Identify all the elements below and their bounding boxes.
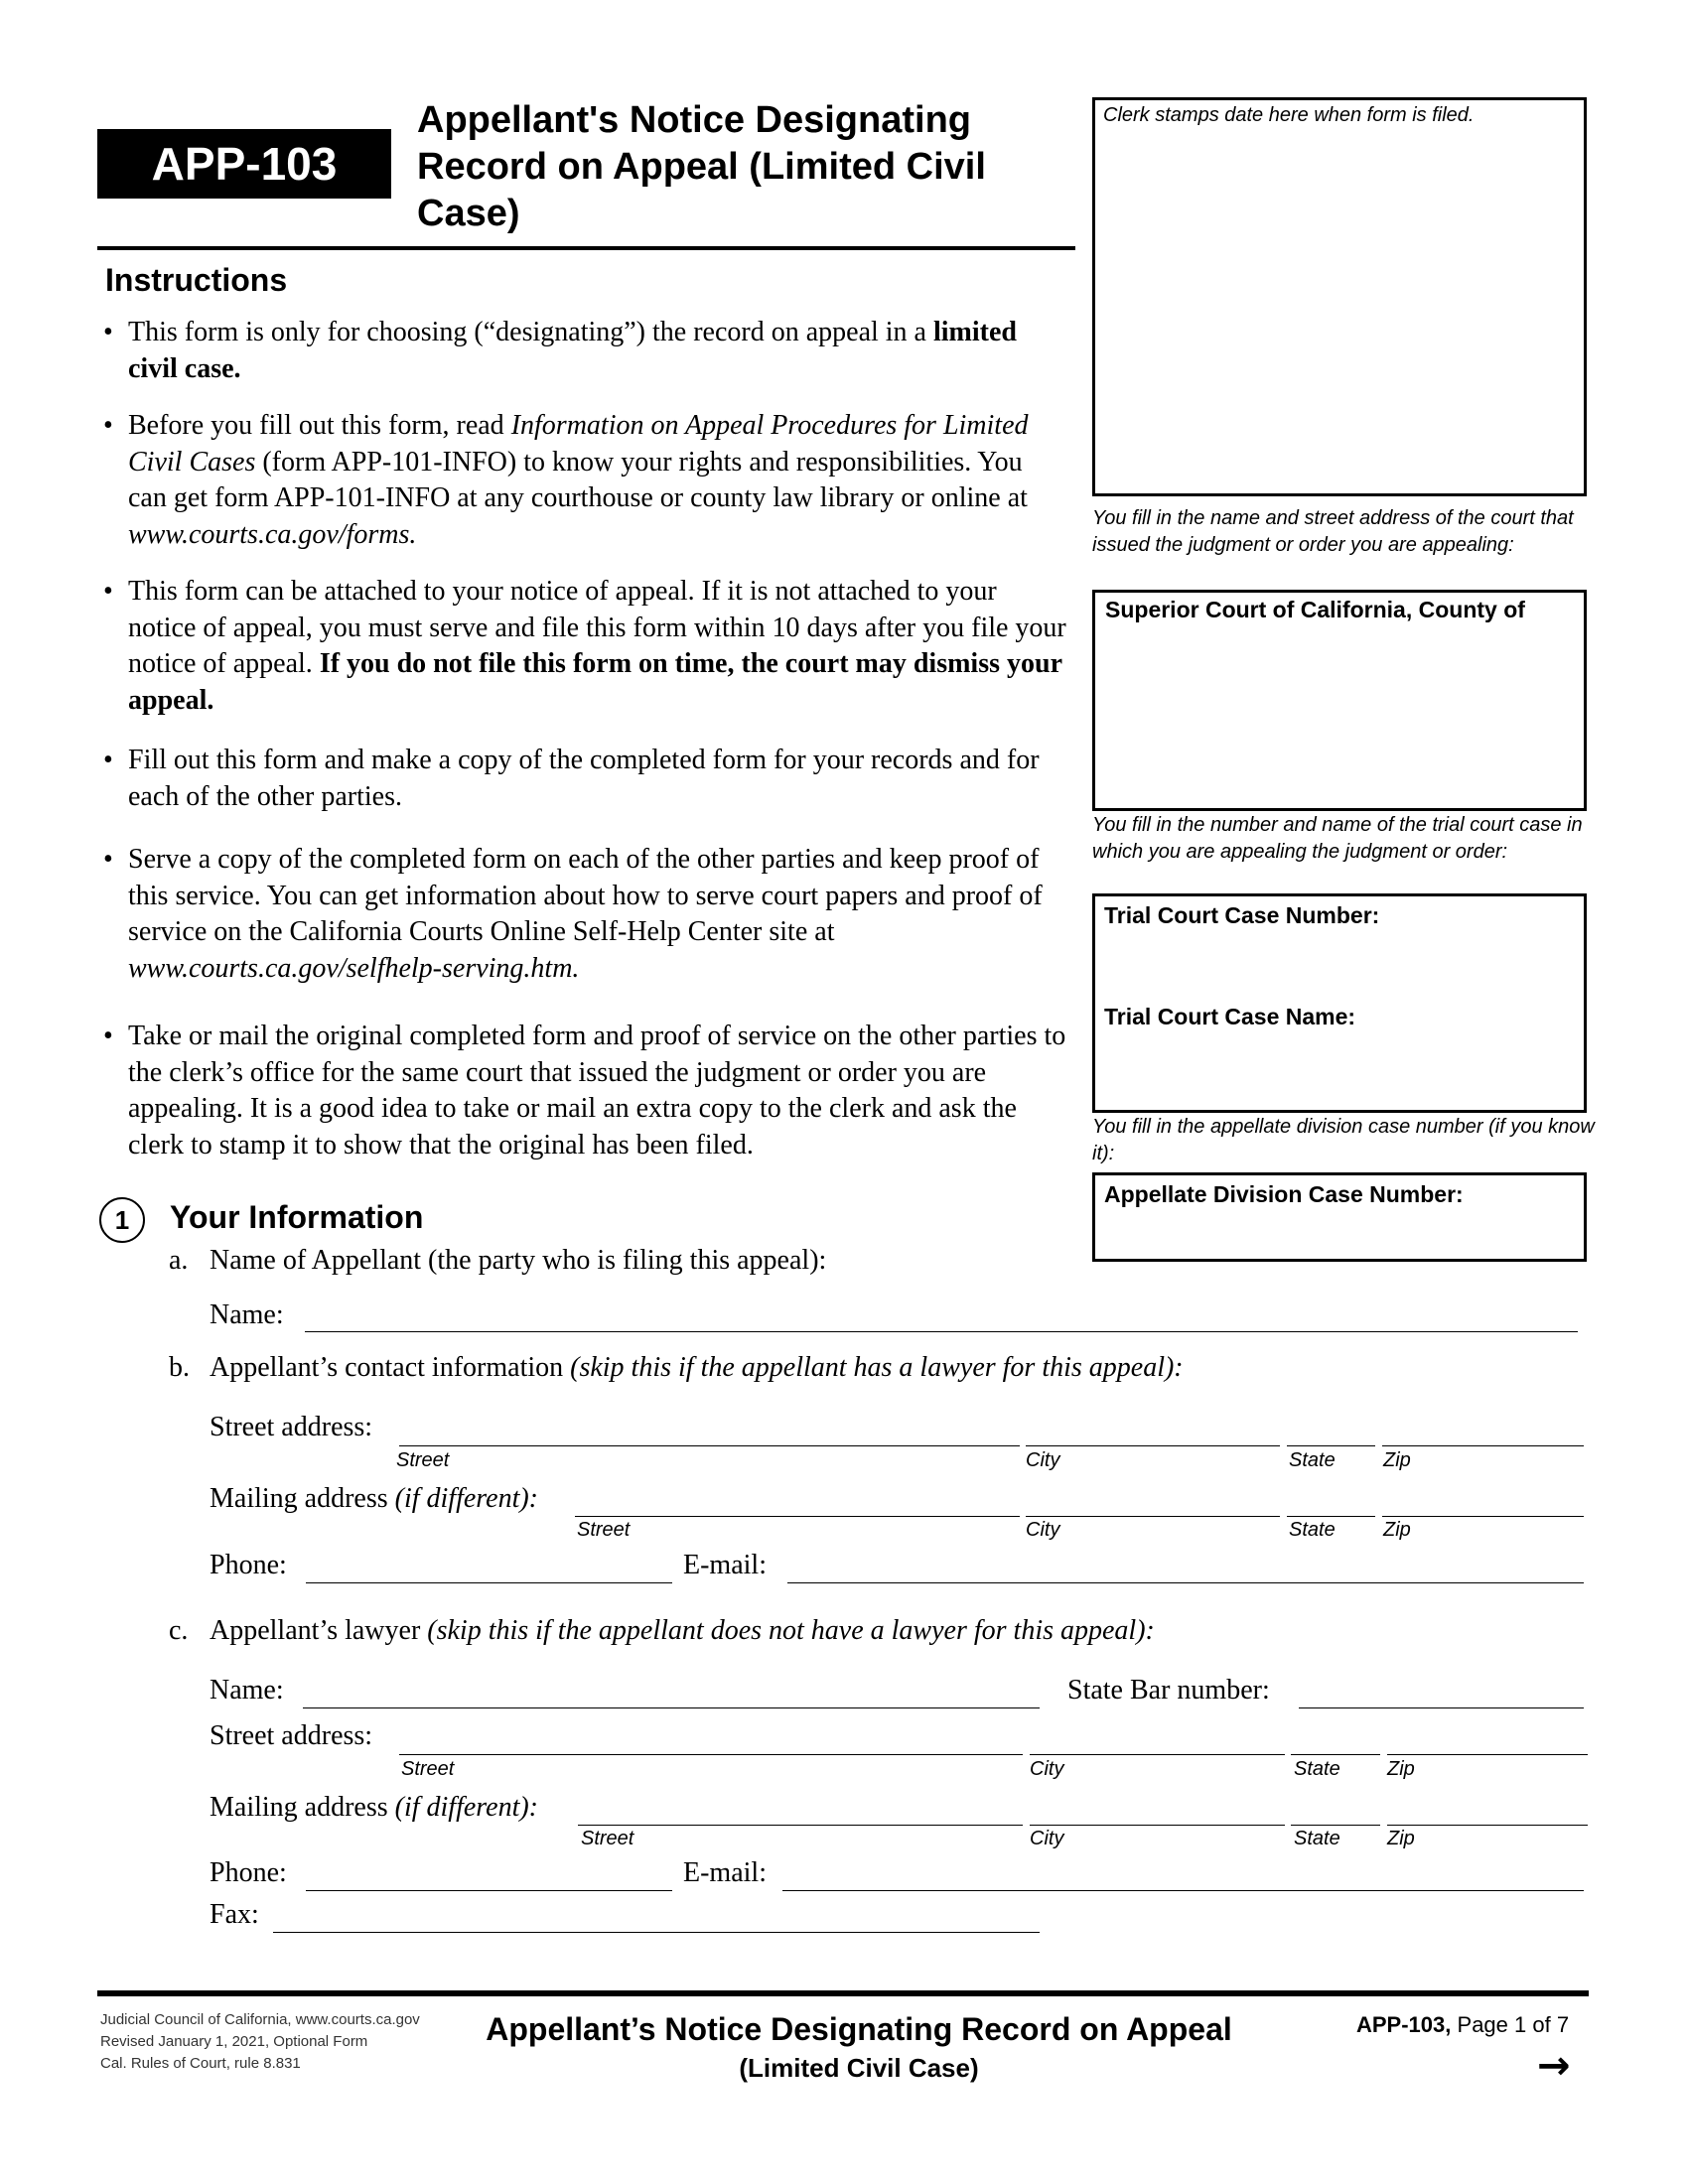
appellate-label: Appellate Division Case Number: [1104, 1181, 1464, 1207]
city-sublabel: City [1030, 1758, 1064, 1780]
footer-rule [97, 1990, 1589, 1996]
item-c-text: Appellant’s lawyer [210, 1615, 421, 1646]
lawyer-city-input[interactable] [1030, 1754, 1285, 1755]
next-page-arrow-icon[interactable]: → [1537, 2043, 1571, 2089]
lawyer-phone-label: Phone: [210, 1857, 287, 1888]
footer-title: Appellant’s Notice Designating Record on Appeal [486, 2011, 1232, 2047]
if-different-note: (if different): [394, 1483, 539, 1514]
lawyer-mailing-zip-input[interactable] [1387, 1825, 1588, 1826]
lawyer-phone-input[interactable] [306, 1890, 672, 1891]
instruction-bullet: • Take or mail the original completed form and proof of service on the other parties to the clerk’s office for the same court that issued the judgment or order you are appealing. It is a good idea to take or mail an extra copy to the clerk and ask the clerk to stamp it to show that the original has been filed. [103, 1021, 1066, 1160]
lawyer-email-label: E-mail: [683, 1857, 767, 1888]
state-sublabel: State [1289, 1519, 1336, 1541]
page-number: Page 1 of 7 [1457, 2012, 1570, 2037]
if-different-note: (if different): [394, 1792, 539, 1823]
state-bar-label: State Bar number: [1067, 1675, 1270, 1706]
lawyer-mailing-state-input[interactable] [1291, 1825, 1380, 1826]
footer-revised: Revised January 1, 2021, Optional Form [100, 2033, 368, 2050]
trial-note: You fill in the number and name of the trial court case in which you are appealing the judgment or order: [1092, 814, 1583, 863]
item-b-text: Appellant’s contact information [210, 1352, 564, 1383]
state-sublabel: State [1289, 1449, 1336, 1471]
clerk-stamp-box [1092, 97, 1587, 496]
zip-input[interactable] [1382, 1445, 1584, 1446]
mailing-zip-input[interactable] [1382, 1516, 1584, 1517]
item-c-note: (skip this if the appellant does not have a lawyer for this appeal): [427, 1615, 1155, 1646]
trial-number-label: Trial Court Case Number: [1104, 902, 1380, 928]
footer-form-id: APP-103, [1356, 2012, 1452, 2037]
court-note: You fill in the name and street address of the court that issued the judgment or order you are appealing: [1092, 507, 1574, 556]
clerk-stamp-label: Clerk stamps date here when form is filed. [1103, 104, 1475, 126]
appellant-name-input[interactable] [305, 1331, 1578, 1332]
mailing-label: Mailing address [210, 1483, 388, 1514]
header-rule [97, 246, 1075, 250]
instruction-bullet: • Before you fill out this form, read Information on Appeal Procedures for Limited Civil Cases (form APP-101-INFO) to know your rights and responsibilities. You can get form APP-101-INFO at any courthouse or county law library or online at www.courts.ca.gov/forms. [103, 410, 1029, 550]
city-sublabel: City [1026, 1519, 1060, 1541]
lawyer-email-input[interactable] [782, 1890, 1584, 1891]
item-a-text: Name of Appellant (the party who is filing this appeal): [210, 1245, 827, 1276]
state-bar-input[interactable] [1299, 1707, 1584, 1708]
instructions-heading: Instructions [105, 262, 288, 298]
lawyer-state-input[interactable] [1291, 1754, 1380, 1755]
appellate-note: You fill in the appellate division case number (if you know it): [1092, 1116, 1595, 1164]
lawyer-fax-input[interactable] [273, 1932, 1040, 1933]
state-sublabel: State [1294, 1758, 1340, 1780]
mailing-city-input[interactable] [1026, 1516, 1280, 1517]
lawyer-name-label: Name: [210, 1675, 284, 1706]
state-sublabel: State [1294, 1828, 1340, 1849]
street-sublabel: Street [577, 1519, 631, 1541]
lawyer-street-input[interactable] [399, 1754, 1023, 1755]
street-sublabel: Street [396, 1449, 450, 1471]
lawyer-fax-label: Fax: [210, 1899, 259, 1930]
footer-publisher: Judicial Council of California, www.courts.ca.gov [100, 2011, 420, 2028]
instruction-bullet: • This form is only for choosing (“designating”) the record on appeal in a limited civil case. [103, 317, 1017, 384]
section-heading: Your Information [170, 1199, 424, 1235]
trial-case-field[interactable] [1092, 893, 1587, 1113]
footer-rule-ref: Cal. Rules of Court, rule 8.831 [100, 2055, 301, 2072]
street-input[interactable] [399, 1445, 1020, 1446]
phone-input[interactable] [306, 1582, 672, 1583]
appellate-case-field[interactable] [1092, 1172, 1587, 1262]
section-number: 1 [99, 1197, 145, 1243]
form-id-badge: APP-103 [97, 129, 391, 199]
zip-sublabel: Zip [1383, 1449, 1411, 1471]
email-label: E-mail: [683, 1550, 767, 1580]
lawyer-zip-input[interactable] [1387, 1754, 1588, 1755]
lawyer-mailing-city-input[interactable] [1030, 1825, 1285, 1826]
court-name-field[interactable] [1092, 590, 1587, 811]
item-c-label: c. [169, 1615, 189, 1646]
lawyer-name-input[interactable] [303, 1707, 1040, 1708]
lawyer-mailing-street-input[interactable] [578, 1825, 1023, 1826]
name-label: Name: [210, 1299, 284, 1330]
street-sublabel: Street [401, 1758, 455, 1780]
item-b-note: (skip this if the appellant has a lawyer for this appeal): [570, 1352, 1184, 1383]
instruction-bullet: • This form can be attached to your notice of appeal. If it is not attached to your notice of appeal, you must serve and file this form within 10 days after you file your notice of appeal. If you do not file this form on time, the court may dismiss your appeal. [103, 576, 1066, 716]
street-sublabel: Street [581, 1828, 634, 1849]
zip-sublabel: Zip [1383, 1519, 1411, 1541]
item-b-label: b. [169, 1352, 190, 1383]
instruction-bullet: • Serve a copy of the completed form on each of the other parties and keep proof of this service. You can get information about how to serve court papers and proof of service on the California Courts Online Self-Help Center site at www.courts.ca.gov/selfhelp-serving.htm. [103, 844, 1043, 984]
zip-sublabel: Zip [1387, 1758, 1415, 1780]
instruction-bullet: • Fill out this form and make a copy of the completed form for your records and for each of the other parties. [103, 745, 1040, 812]
trial-name-label: Trial Court Case Name: [1104, 1004, 1356, 1029]
phone-label: Phone: [210, 1550, 287, 1580]
city-sublabel: City [1030, 1828, 1064, 1849]
mailing-street-input[interactable] [575, 1516, 1020, 1517]
lawyer-mailing-label: Mailing address [210, 1792, 388, 1823]
mailing-state-input[interactable] [1287, 1516, 1375, 1517]
lawyer-street-label: Street address: [210, 1720, 373, 1751]
city-input[interactable] [1026, 1445, 1280, 1446]
zip-sublabel: Zip [1387, 1828, 1415, 1849]
state-input[interactable] [1287, 1445, 1375, 1446]
item-a-label: a. [169, 1245, 189, 1276]
city-sublabel: City [1026, 1449, 1060, 1471]
form-title: Appellant's Notice Designating Record on Appeal (Limited Civil Case) [417, 99, 986, 234]
email-input[interactable] [787, 1582, 1584, 1583]
street-label: Street address: [210, 1412, 373, 1442]
footer-subtitle: (Limited Civil Case) [739, 2053, 979, 2083]
court-label: Superior Court of California, County of [1105, 597, 1525, 622]
